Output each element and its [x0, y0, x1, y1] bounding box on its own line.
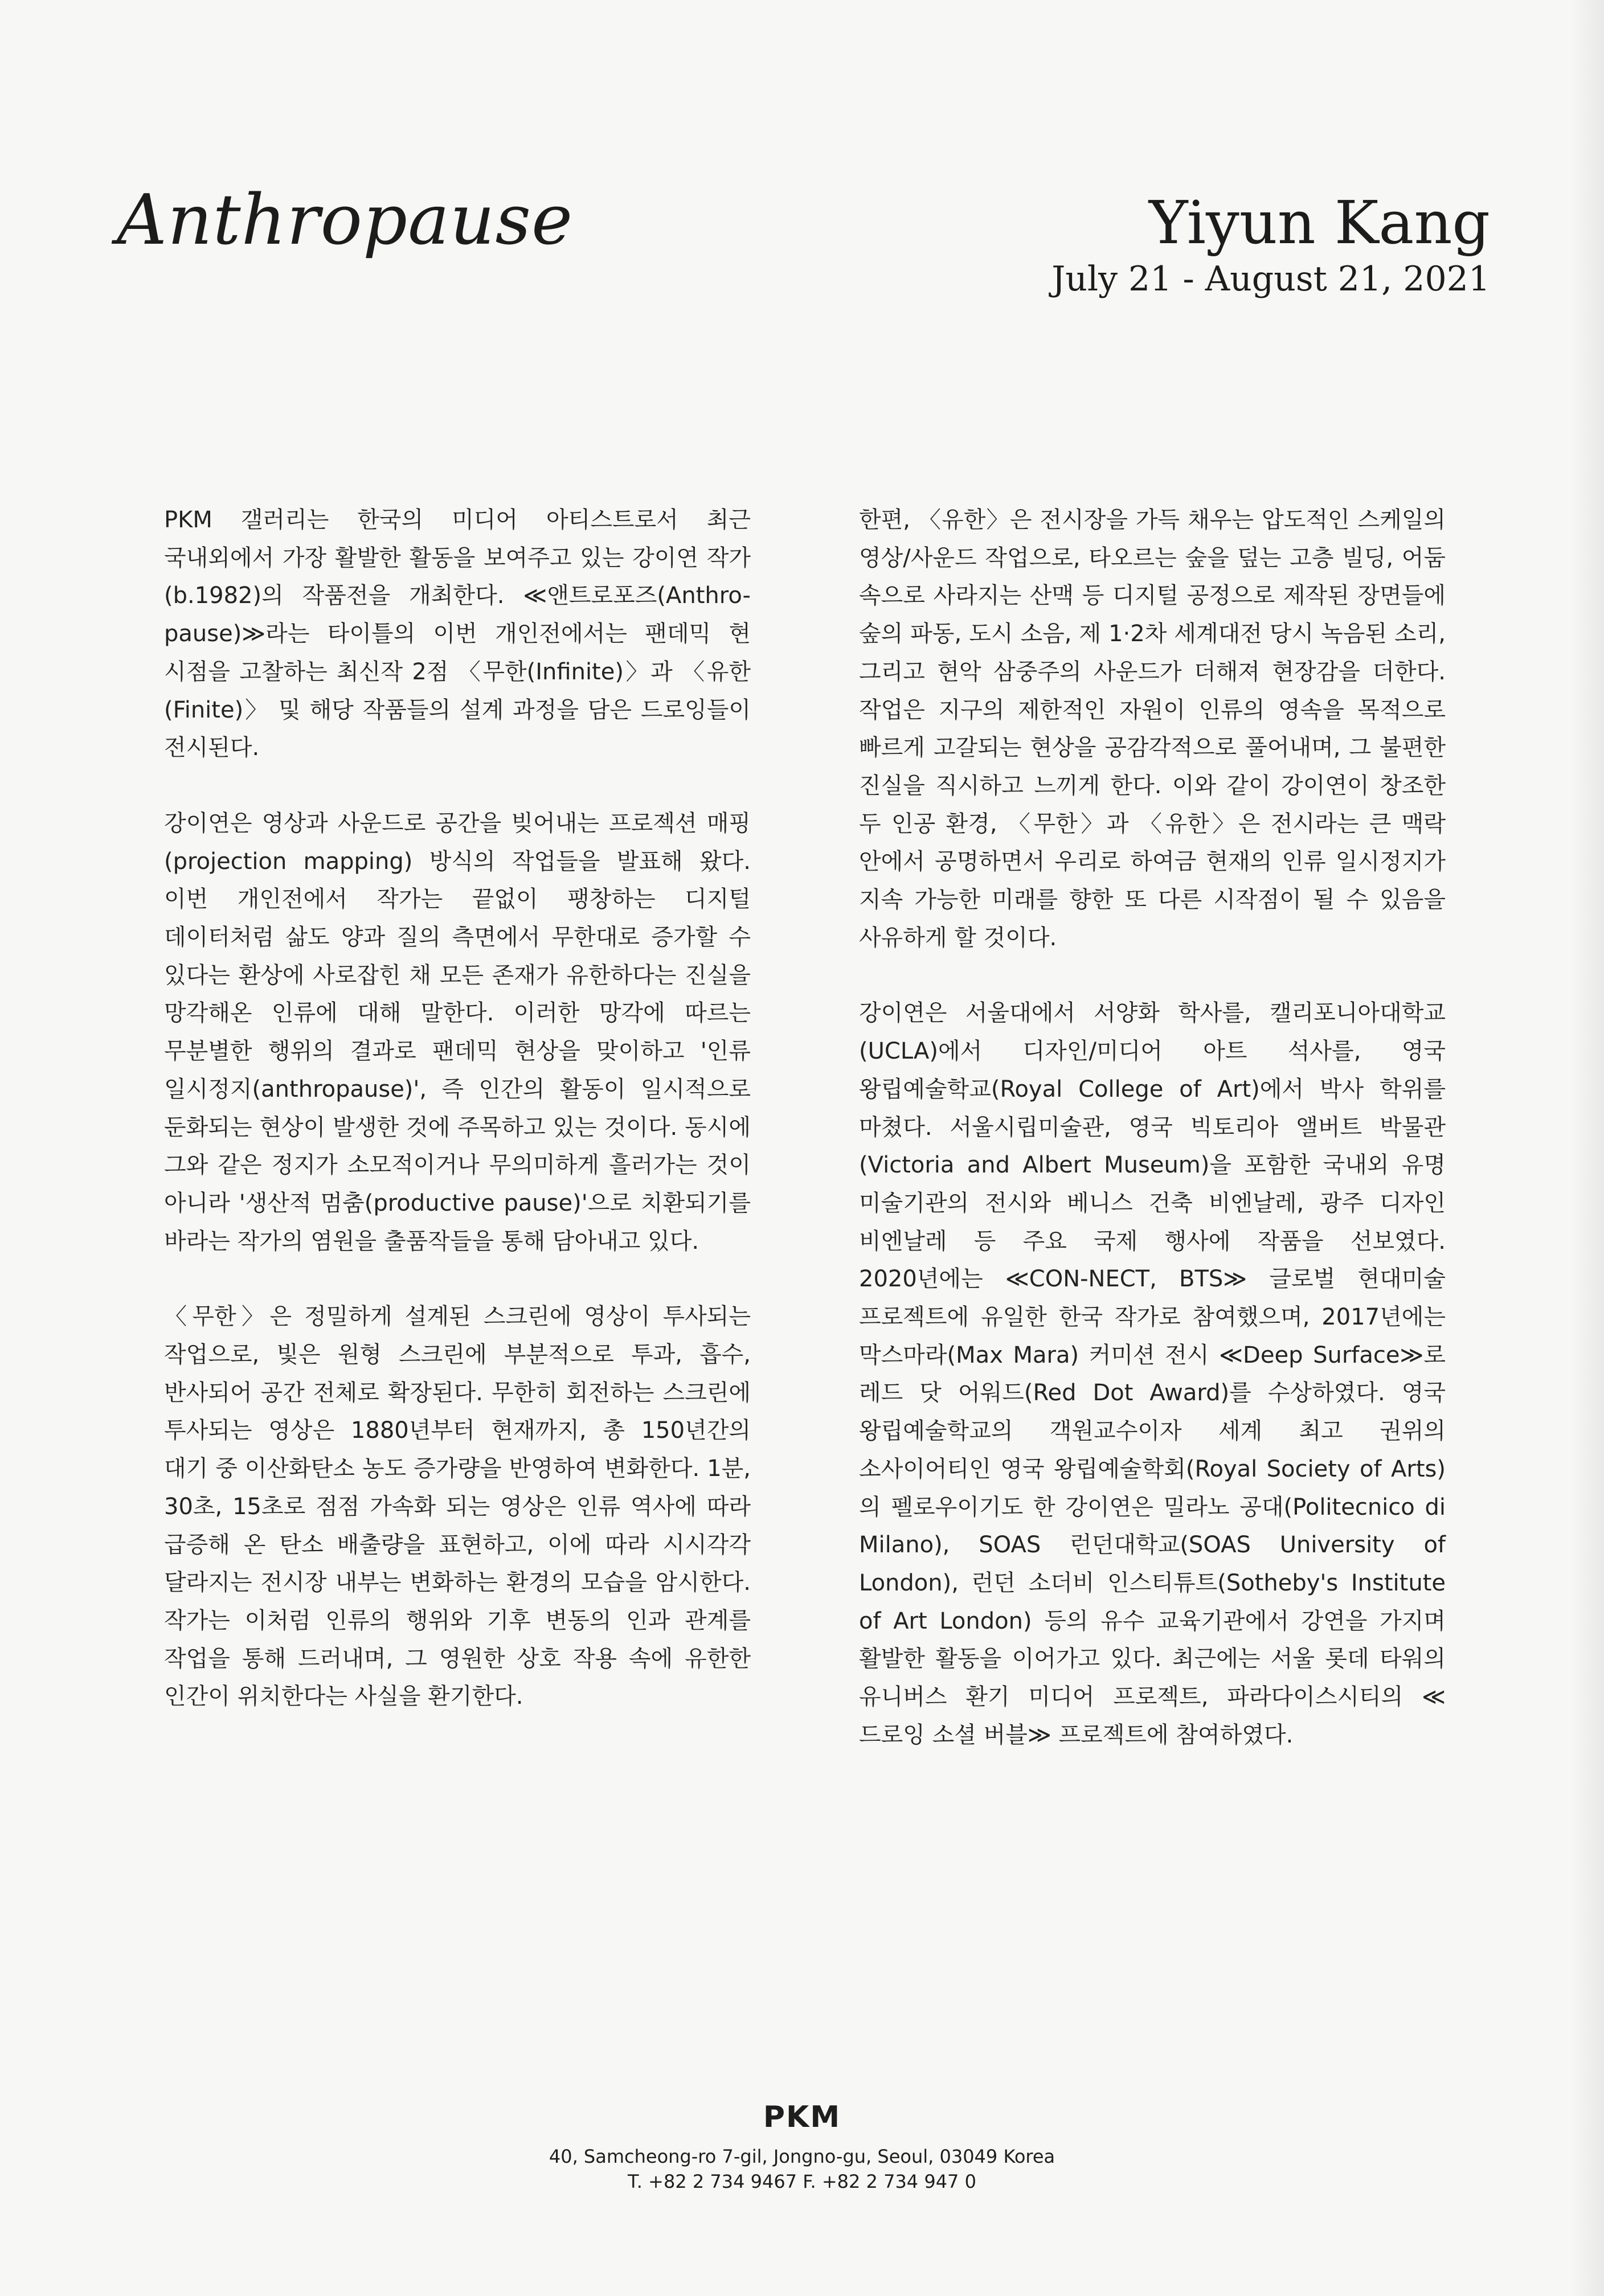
left-text-column — [164, 501, 751, 1753]
page-edge-shadow — [1570, 0, 1604, 2296]
gallery-address: 40, Samcheong-ro 7-gil, Jongno-gu, Seoul, 03049 Korea — [549, 2146, 1055, 2167]
artist-name: Yiyun Kang — [1148, 188, 1490, 257]
gallery-logo: PKM — [763, 2100, 841, 2134]
paragraph-concept: 강이연은 영상과 사운드로 공간을 빚어내는 프로젝션 매핑(projection mapping) 방식의 작업들을 발표해 왔다. 이번 개인전에서 작가는 끝없이 팽창하는 디지털 데이터처럼 삶도 양과 질의 측면에서 무한대로 증가할 수 있다는 환상에 사로잡힌 채 모든 존재가 유한하다는 진실을 망각해온 인류에 대해 말한다. 이러한 망각에 따르는 무분별한 행위의 결과로 팬데믹 현상을 맞이하고 '인류 일시정지(anthropause)', 즉 인간의 활동이 일시적으로 둔화되는 현상이 발생한 것에 주목하고 있는 것이다. 동시에 그와 같은 정지가 소모적이거나 무의미하게 흘러가는 것이 아니라 '생산적 멈춤(productive pause)'으로 치환되기를 바라는 작가의 염원을 출품작들을 통해 담아내고 있다. — [164, 810, 751, 1254]
paragraph-finite: 한편, 〈유한〉은 전시장을 가득 채우는 압도적인 스케일의 영상/사운드 작업으로, 타오르는 숲을 덮는 고층 빌딩, 어둠 속으로 사라지는 산맥 등 디지털 공정으로 제작된 장면들에 숲의 파동, 도시 소음, 제 1·2차 세계대전 당시 녹음된 소리, 그리고 현악 삼중주의 사운드가 더해져 현장감을 더한다. 작업은 지구의 제한적인 자원이 인류의 영속을 목적으로 빠르게 고갈되는 현상을 공감각적으로 풀어내며, 그 불편한 진실을 직시하고 느끼게 한다. 이와 같이 강이연이 창조한 두 인공 환경, 〈무한〉과 〈유한〉은 전시라는 큰 맥락 안에서 공명하면서 우리로 하여금 현재의 인류 일시정지가 지속 가능한 미래를 향한 또 다른 시작점이 될 수 있음을 사유하게 할 것이다. — [859, 507, 1446, 951]
exhibition-title: Anthropause — [117, 179, 574, 260]
paragraph-infinite: 〈무한〉은 정밀하게 설계된 스크린에 영상이 투사되는 작업으로, 빛은 원형 스크린에 부분적으로 투과, 흡수, 반사되어 공간 전체로 확장된다. 무한히 회전하는 스크린에 투사되는 영상은 1880년부터 현재까지, 총 150년간의 대기 중 이산화탄소 농도 증가량을 반영하여 변화한다. 1분, 30초, 15초로 점점 가속화 되는 영상은 인류 역사에 따라 급증해 온 탄소 배출량을 표현하고, 이에 따라 시시각각 달라지는 전시장 내부는 변화하는 환경의 모습을 암시한다. 작가는 이처럼 인류의 행위와 기후 변동의 인과 관계를 작업을 통해 드러내며, 그 영원한 상호 작용 속에 유한한 인간이 위치한다는 사실을 환기한다. — [164, 1303, 751, 1710]
paragraph-intro: PKM 갤러리는 한국의 미디어 아티스트로서 최근 국내외에서 가장 활발한 활동을 보여주고 있는 강이연 작가(b.1982)의 작품전을 개최한다. ≪앤트로포즈(Anthro-pause)≫라는 타이틀의 이번 개인전에서는 팬데믹 현 시점을 고찰하는 최신작 2점 〈무한(Infinite)〉과 〈유한(Finite)〉 및 해당 작품들의 설계 과정을 담은 드로잉들이 전시된다. — [164, 507, 751, 761]
paragraph-biography: 강이연은 서울대에서 서양화 학사를, 캘리포니아대학교(UCLA)에서 디자인/미디어 아트 석사를, 영국 왕립예술학교(Royal College of Art)에서 박사 학위를 마쳤다. 서울시립미술관, 영국 빅토리아 앨버트 박물관(Victoria and Albert Museum)을 포함한 국내외 유명 미술기관의 전시와 베니스 건축 비엔날레, 광주 디자인 비엔날레 등 주요 국제 행사에 작품을 선보였다. 2020년에는 ≪CON-NECT, BTS≫ 글로벌 현대미술 프로젝트에 유일한 한국 작가로 참여했으며, 2017년에는 막스마라(Max Mara) 커미션 전시 ≪Deep Surface≫로 레드 닷 어워드(Red Dot Award)를 수상하였다. 영국 왕립예술학교의 객원교수이자 세계 최고 권위의 소사이어티인 영국 왕립예술학회(Royal Society of Arts)의 펠로우이기도 한 강이연은 밀라노 공대(Politecnico di Milano), SOAS 런던대학교(SOAS University of London), 런던 소더비 인스티튜트(Sotheby's Institute of Art London) 등의 유수 교육기관에서 강연을 가지며 활발한 활동을 이어가고 있다. 최근에는 서울 롯데 타워의 유니버스 환기 미디어 프로젝트, 파라다이스시티의 ≪드로잉 소셜 버블≫ 프로젝트에 참여하였다. — [859, 1000, 1446, 1748]
gallery-contact: T. +82 2 734 9467 F. +82 2 734 947 0 — [628, 2171, 976, 2192]
right-text-column — [859, 501, 1446, 1792]
exhibition-dates: July 21 - August 21, 2021 — [1051, 259, 1490, 299]
